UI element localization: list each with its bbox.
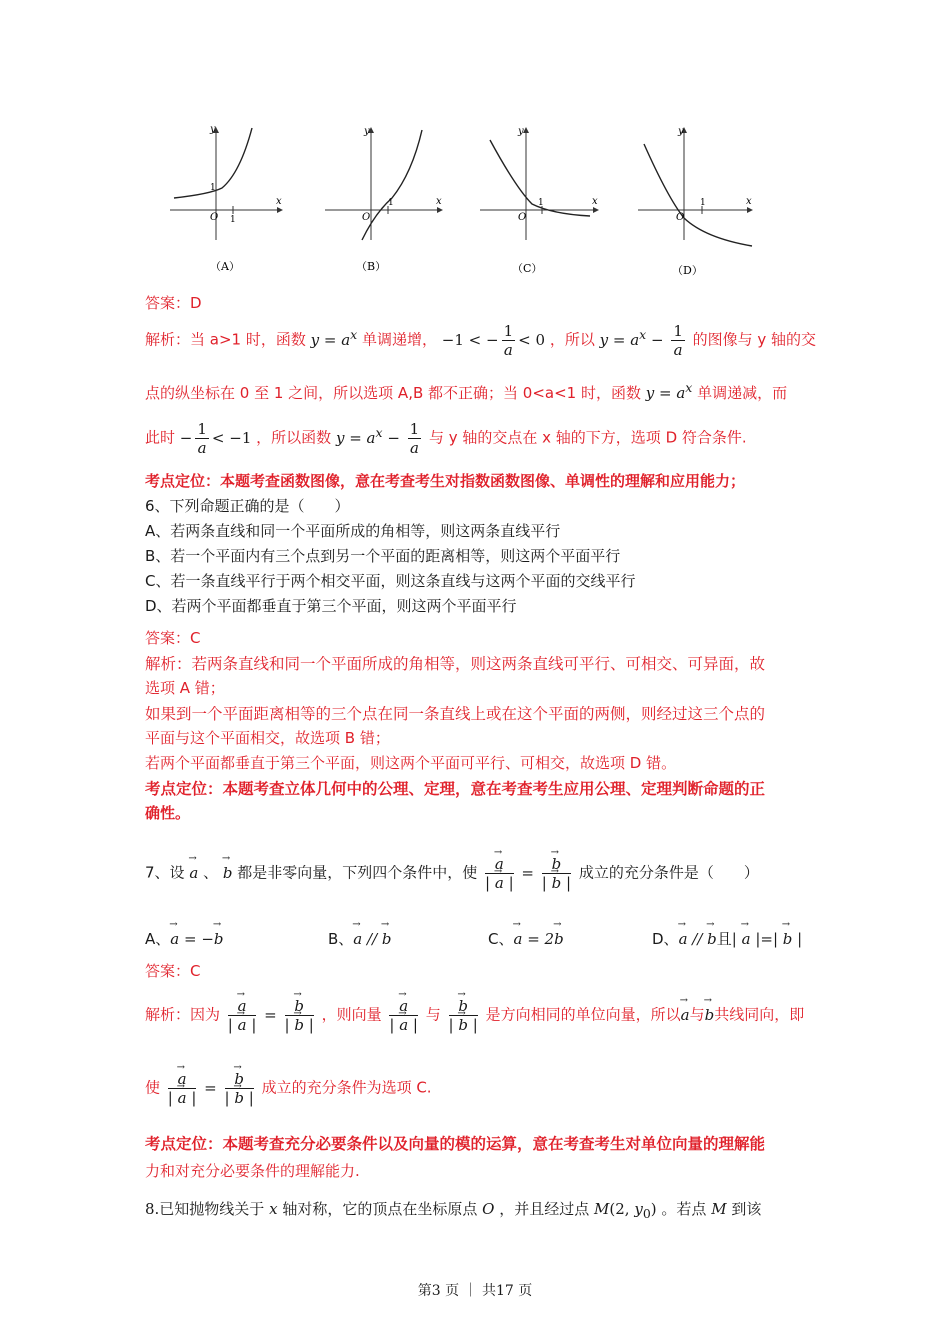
graph-a-origin: O (210, 212, 219, 223)
q6-option-c: C、若一条直线平行于两个相交平面，则这条直线与这两个平面的交线平行 (145, 572, 636, 590)
q5-analysis-line-2 (145, 380, 787, 403)
q7-stem-a: 7、设 (145, 863, 185, 882)
q6-point-2: 确性。 (145, 804, 191, 822)
q7-stem-c: 都是非零向量，下列四个条件中，使 (237, 863, 478, 882)
formula-less-than: − $\frac{1}{a}$ < −1 (179, 420, 252, 457)
q6-analysis-1: 解析：若两条直线和同一个平面所成的角相等，则这两条直线可平行、可相交、可异面，故 (145, 655, 766, 673)
graph-d-origin: O (676, 212, 685, 223)
graph-c-label: （C） (512, 262, 543, 275)
q6-option-d: D、若两个平面都垂直于第三个平面，则这两个平面平行 (145, 597, 517, 615)
q6-option-b: B、若一个平面内有三个点到另一个平面的距离相等，则这两个平面平行 (145, 547, 621, 565)
graph-a (170, 124, 282, 273)
graph-b-x-label: x (436, 196, 442, 207)
q7-option-d-label: D、 (652, 930, 679, 948)
graph-d-label: （D） (672, 264, 703, 277)
q7-option-c: C、→ a = 2→ b (488, 928, 564, 949)
graph-d-x-label: x (746, 196, 752, 207)
q7-option-d: D、→ a // → b且| → a |=| → b | (652, 928, 802, 949)
q8-stem-d: 。若点 (661, 1200, 707, 1218)
graph-a-label: （A） (210, 260, 240, 273)
q6-option-a: A、若两条直线和同一个平面所成的角相等，则这两条直线平行 (145, 522, 561, 540)
q5-analysis-2b: 单调递减，而 (697, 384, 788, 402)
q8-stem-a: 8.已知抛物线关于 (145, 1200, 265, 1218)
q7-stem (145, 855, 759, 892)
graph-a-x-label: x (276, 196, 282, 207)
formula-unit-vectors: → $\frac{a}{| \to a |}$ = → $\frac{b}{| \to b |}$ (482, 864, 574, 882)
q6-analysis-4: 平面与这个平面相交，故选项 B 错； (145, 729, 390, 747)
q5-analysis-3a: 此时 (145, 428, 176, 447)
q5-analysis-line-3 (145, 420, 747, 457)
q6-answer: 答案：C (145, 629, 201, 647)
q6-analysis-3: 如果到一个平面距离相等的三个点在同一条直线上或在这个平面的两侧，则经过这三个点的 (145, 705, 766, 723)
q8-stem-b: 轴对称，它的顶点在坐标原点 (282, 1200, 478, 1218)
q7-analysis-2b: 成立的充分条件为选项 C. (261, 1078, 432, 1097)
vector-a: → a (189, 864, 198, 882)
q5-analysis-2a: 点的纵坐标在 0 至 1 之间，所以选项 A,B 都不正确；当 0<a<1 时，函数 (145, 384, 641, 402)
q7-analysis-line-1: 解析：因为 → $\frac{a}{| \to a |}$ = → $\frac{b}{| \to b |}$ ，则向量 → $\frac{a}{| \to a |}$ 与 → $\frac{b}{| \to b |}$ 是方向相同的单位向量，所以→ a与→ b共线同向，即 (145, 997, 804, 1034)
graph-c-tick: 1 (538, 198, 544, 208)
graph-d-tick: 1 (700, 198, 706, 208)
q7-analysis-1d: 是方向相同的单位向量，所以 (485, 1005, 681, 1024)
page-footer: 第3 页 ｜ 共17 页 (417, 1283, 533, 1299)
graph-b-origin: O (362, 212, 371, 223)
graph-a-tick: 1 (230, 215, 236, 225)
graph-b-label: （B） (356, 260, 387, 273)
graph-b-tick: 1 (388, 198, 394, 208)
q7-option-a-label: A、 (145, 930, 171, 948)
q6-analysis-5: 若两个平面都垂直于第三个平面，则这两个平面可平行、可相交，故选项 D 错。 (145, 754, 677, 772)
q7-option-d-and: 且 (716, 930, 732, 948)
q7-analysis-1c: 与 (425, 1005, 441, 1024)
q7-analysis-line-2: 使 → $\frac{a}{| \to a |}$ = → $\frac{b}{| \to b |}$ 成立的充分条件为选项 C. (145, 1070, 432, 1107)
q7-analysis-1e: 与 (689, 1005, 705, 1024)
q8-stem-e: 到该 (731, 1200, 762, 1218)
q7-analysis-1f: 共线同向，即 (714, 1005, 805, 1024)
q7-stem-d: 成立的充分条件是（ ） (578, 863, 759, 882)
graph-a-tick-y: 1 (210, 183, 216, 193)
formula-y-ax-2: $y = a^x$ (645, 380, 693, 402)
q5-analysis-1d: 的图像与 y 轴的交 (692, 330, 817, 349)
graph-c-origin: O (518, 212, 527, 223)
q7-point-1: 考点定位：本题考查充分必要条件以及向量的模的运算，意在考查考生对单位向量的理解能 (145, 1135, 766, 1153)
graph-b-y-label: y (364, 126, 370, 137)
graph-c-y-label: y (518, 126, 524, 137)
q5-point: 考点定位：本题考查函数图像，意在考查考生对指数函数图像、单调性的理解和应用能力； (145, 472, 746, 490)
q5-analysis-1b: 单调递增， (362, 330, 438, 349)
q8-stem: 8.已知抛物线关于 x 轴对称，它的顶点在坐标原点 O ，并且经过点 M(2, $y_0$) 。若点 M 到该 (145, 1200, 762, 1221)
graph-a-y-label: y (210, 124, 216, 135)
q7-answer: 答案：C (145, 962, 201, 980)
q7-option-b-label: B、 (328, 930, 354, 948)
q7-analysis-1a: 解析：因为 (145, 1005, 221, 1024)
graph-d-y-label: y (678, 126, 684, 137)
q7-option-c-label: C、 (488, 930, 514, 948)
q5-analysis-1c: ，所以 (549, 330, 595, 349)
graph-c-x-label: x (592, 196, 598, 207)
q5-analysis-3c: 与 y 轴的交点在 x 轴的下方，选项 D 符合条件. (428, 428, 747, 447)
q7-analysis-1b: ，则向量 (321, 1005, 382, 1024)
q7-option-a: A、→ a = −→ b (145, 928, 224, 949)
q5-answer: 答案：D (145, 294, 202, 312)
graph-c (480, 126, 598, 275)
q5-analysis-3b: ，所以函数 (256, 428, 332, 447)
q7-stem-b: 、 (203, 863, 219, 882)
formula-y-ax: $y = a^x$ (310, 326, 358, 349)
q8-stem-c: ，并且经过点 (499, 1200, 590, 1218)
q6-point: 考点定位：本题考查立体几何中的公理、定理，意在考查考生应用公理、定理判断命题的正 (145, 780, 766, 798)
q5-analysis-1a: 解析：当 a>1 时，函数 (145, 330, 306, 349)
vector-b: → b (223, 864, 233, 882)
formula-y-ax-minus: $y = a^x$ − $\frac{1}{a}$ (599, 322, 683, 359)
function-graphs-figure (160, 118, 780, 283)
formula-y-ax-minus-2: $y = a^x$ − $\frac{1}{a}$ (335, 420, 420, 457)
q6-analysis-2: 选项 A 错； (145, 679, 225, 697)
q7-analysis-2a: 使 (145, 1078, 161, 1097)
graph-b (325, 126, 442, 273)
formula-range: −1 < − $\frac{1}{a}$ < 0 (441, 322, 546, 359)
q6-stem: 6、下列命题正确的是（ ） (145, 497, 350, 515)
q5-analysis-line-1 (145, 322, 816, 359)
graph-d (638, 126, 752, 277)
q7-option-b: B、→ a // → b (328, 928, 392, 949)
q7-point-2: 力和对充分必要条件的理解能力. (145, 1162, 360, 1180)
